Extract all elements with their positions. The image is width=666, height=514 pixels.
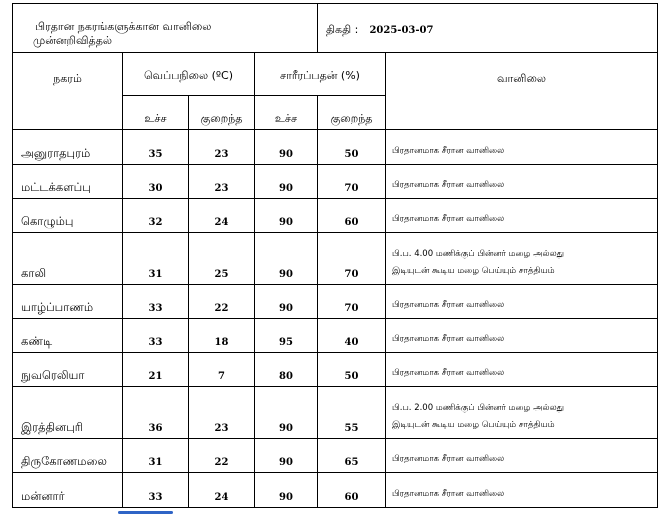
weather-line: இடியுடன் கூடிய மழை பெய்யும் சாத்தியம் (392, 420, 555, 430)
table-row (13, 199, 658, 233)
temp-max-header: உச்ச (123, 96, 189, 130)
temp-min-value: 24 (189, 473, 255, 508)
humidity-max-value: 90 (255, 233, 318, 285)
temp-max-value: 30 (123, 165, 189, 199)
city-name: காலி (13, 233, 123, 285)
weather-description (386, 387, 658, 439)
weather-description (386, 473, 658, 508)
humidity-min-value: 60 (318, 199, 386, 233)
table-row (13, 319, 658, 353)
weather-line: பிரதானமாக சீரான வானிலை (392, 334, 505, 344)
temp-max-value: 35 (123, 130, 189, 165)
humidity-max-value: 90 (255, 473, 318, 508)
table-row (13, 130, 658, 165)
weather-description (386, 319, 658, 353)
humidity-max-value: 90 (255, 439, 318, 473)
temp-max-value: 33 (123, 319, 189, 353)
city-name: திருகோணமலை (13, 439, 123, 473)
table-row (13, 165, 658, 199)
temp-max-value: 36 (123, 387, 189, 439)
weather-description (386, 165, 658, 199)
temp-min-value: 18 (189, 319, 255, 353)
weather-description (386, 130, 658, 165)
humidity-min-value: 50 (318, 130, 386, 165)
report-title (13, 4, 318, 53)
temp-max-value: 32 (123, 199, 189, 233)
temp-min-header: குறைந்த (189, 96, 255, 130)
temp-min-value: 25 (189, 233, 255, 285)
humidity-column-header: சாரீரப்பதன் (%) (255, 53, 386, 96)
temp-max-value: 31 (123, 439, 189, 473)
temp-min-value: 24 (189, 199, 255, 233)
weather-line: பிரதானமாக சீரான வானிலை (392, 368, 505, 378)
weather-line: பிரதானமாக சீரான வானிலை (392, 489, 505, 499)
report-title-line1: பிரதான நகரங்களுக்கான வானிலை (35, 20, 212, 33)
weather-description (386, 233, 658, 285)
table-row (13, 285, 658, 319)
city-name: கொழும்பு (13, 199, 123, 233)
humidity-min-value: 60 (318, 473, 386, 508)
humidity-max-value: 90 (255, 130, 318, 165)
weather-description (386, 353, 658, 387)
temp-max-value: 31 (123, 233, 189, 285)
city-name: நுவரெலியா (13, 353, 123, 387)
temp-min-value: 22 (189, 439, 255, 473)
weather-line: பி.ப. 2.00 மணிக்குப் பின்னர் மழை அல்லது (392, 403, 565, 413)
humidity-min-value: 55 (318, 387, 386, 439)
temp-max-value: 33 (123, 473, 189, 508)
humidity-max-value: 90 (255, 285, 318, 319)
humidity-max-value: 80 (255, 353, 318, 387)
weather-column-header: வானிலை (386, 53, 658, 130)
humidity-max-value: 90 (255, 199, 318, 233)
table-row (13, 387, 658, 439)
weather-description (386, 285, 658, 319)
temp-min-value: 23 (189, 130, 255, 165)
humidity-min-value: 40 (318, 319, 386, 353)
weather-line: பிரதானமாக சீரான வானிலை (392, 300, 505, 310)
temp-min-value: 23 (189, 165, 255, 199)
date-value: 2025-03-07 (369, 25, 434, 36)
temp-max-value: 33 (123, 285, 189, 319)
humidity-max-value: 90 (255, 165, 318, 199)
temp-max-value: 21 (123, 353, 189, 387)
forecast-rows (13, 130, 658, 508)
weather-line: பிரதானமாக சீரான வானிலை (392, 180, 505, 190)
humidity-min-value: 70 (318, 165, 386, 199)
humidity-max-value: 95 (255, 319, 318, 353)
title-row (13, 4, 658, 53)
temperature-column-header: வெப்பநிலை (ºC) (123, 53, 255, 96)
forecast-document (12, 3, 658, 508)
table-row (13, 233, 658, 285)
humidity-max-value: 90 (255, 387, 318, 439)
humidity-max-header: உச்ச (255, 96, 318, 130)
table-row (13, 439, 658, 473)
humidity-min-value: 65 (318, 439, 386, 473)
weather-description (386, 199, 658, 233)
humidity-min-value: 70 (318, 233, 386, 285)
weather-description (386, 439, 658, 473)
temp-min-value: 7 (189, 353, 255, 387)
forecast-table (12, 3, 658, 508)
city-name: கண்டி (13, 319, 123, 353)
table-row (13, 353, 658, 387)
temp-min-value: 22 (189, 285, 255, 319)
date-label: திகதி : (326, 23, 359, 36)
humidity-min-value: 50 (318, 353, 386, 387)
humidity-min-value: 70 (318, 285, 386, 319)
weather-line: பி.ப. 4.00 மணிக்குப் பின்னர் மழை அல்லது (392, 249, 565, 259)
table-row (13, 473, 658, 508)
weather-line: இடியுடன் கூடிய மழை பெய்யும் சாத்தியம் (392, 266, 555, 276)
city-name: மட்டக்களப்பு (13, 165, 123, 199)
city-column-header: நகரம் (13, 53, 123, 130)
city-name: இரத்தினபுரி (13, 387, 123, 439)
weather-line: பிரதானமாக சீரான வானிலை (392, 146, 505, 156)
temp-min-value: 23 (189, 387, 255, 439)
humidity-min-header: குறைந்த (318, 96, 386, 130)
report-date (318, 4, 658, 53)
city-name: அனுராதபுரம் (13, 130, 123, 165)
city-name: யாழ்ப்பாணம் (13, 285, 123, 319)
weather-line: பிரதானமாக சீரான வானிலை (392, 454, 505, 464)
report-title-line2: முன்னறிவித்தல் (33, 34, 112, 47)
weather-line: பிரதானமாக சீரான வானிலை (392, 214, 505, 224)
city-name: மன்னார் (13, 473, 123, 508)
column-group-header (13, 53, 658, 96)
